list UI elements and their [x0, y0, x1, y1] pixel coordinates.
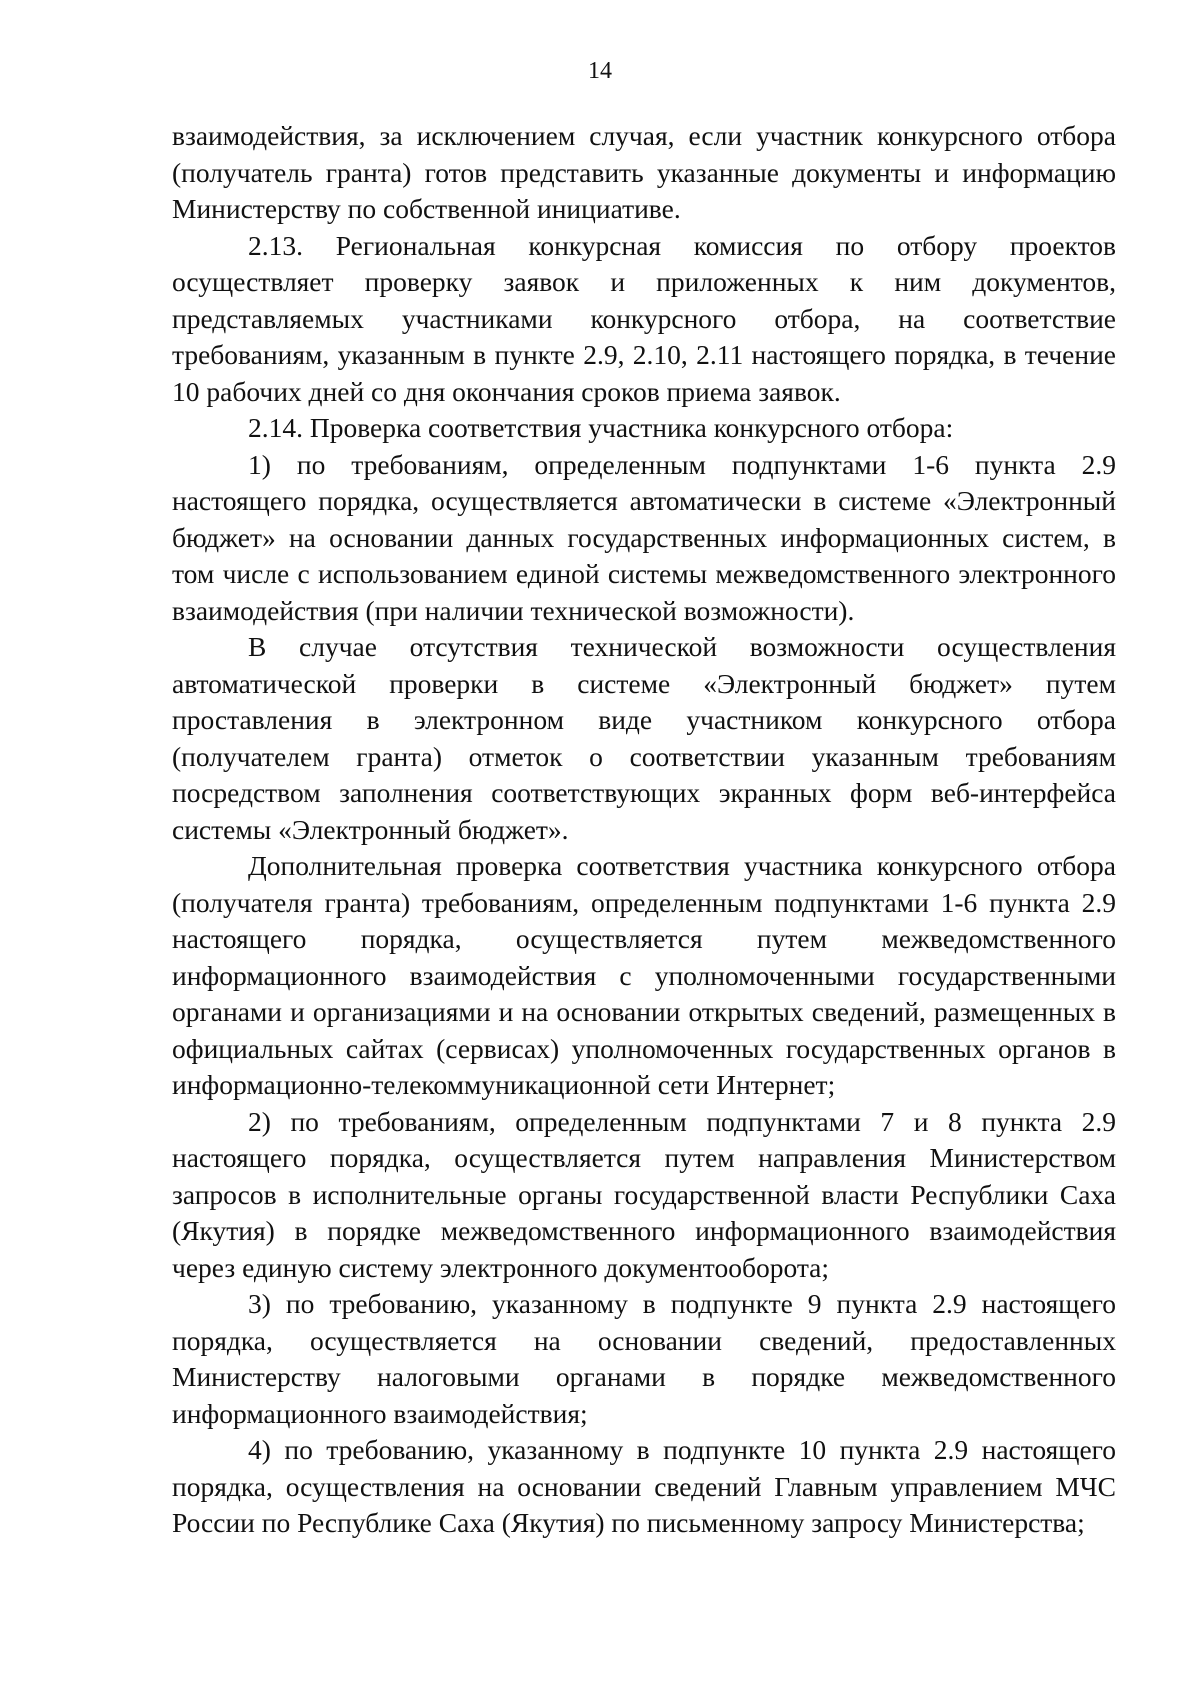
paragraph-item-3: 3) по требованию, указанному в подпункте 9 пункта 2.9 настоящего порядка, осуществляется на основании сведений, предоставленных Министерству налоговыми органами в порядке межведомственного информационного взаимодействия; — [172, 1288, 1116, 1429]
paragraph-2-13: 2.13. Региональная конкурсная комиссия по отбору проектов осуществляет проверку заявок и приложенных к ним документов, представляемых участниками конкурсного отбора, на соответствие требованиям, указанным в пункте 2.9, 2.10, 2.11 настоящего порядка, в течение 10 рабочих дней со дня окончания сроков приема заявок. — [172, 229, 1116, 407]
document-body — [172, 118, 1116, 1542]
paragraph-additional-check: Дополнительная проверка соответствия участника конкурсного отбора (получателя гранта) требованиям, определенным подпунктами 1-6 пункта 2.9 настоящего порядка, осуществляется путем межведомственного информационного взаимодействия с уполномоченными государственными органами и организациями и на основании открытых сведений, размещенных в официальных сайтах (сервисах) уполномоченных государственных органов в информационно-телекоммуникационной сети Интернет; — [172, 850, 1116, 1100]
page-number: 14 — [588, 58, 612, 84]
paragraph-no-technical-possibility: В случае отсутствия технической возможности осуществления автоматической проверки в системе «Электронный бюджет» путем проставления в электронном виде участником конкурсного отбора (получателем гранта) отметок о соответствии указанным требованиям посредством заполнения соответствующих экранных форм веб-интерфейса системы «Электронный бюджет». — [172, 631, 1116, 845]
paragraph-item-2: 2) по требованиям, определенным подпунктами 7 и 8 пункта 2.9 настоящего порядка, осуществляется путем направления Министерством запросов в исполнительные органы государственной власти Республики Саха (Якутия) в порядке межведомственного информационного взаимодействия через единую систему электронного документооборота; — [172, 1105, 1116, 1283]
paragraph-2-14: 2.14. Проверка соответствия участника конкурсного отбора: — [248, 412, 954, 443]
paragraph-item-1: 1) по требованиям, определенным подпунктами 1-6 пункта 2.9 настоящего порядка, осуществляется автоматически в системе «Электронный бюджет» на основании данных государственных информационных систем, в том числе с использованием единой системы межведомственного электронного взаимодействия (при наличии технической возможности). — [172, 448, 1116, 626]
paragraph-item-4: 4) по требованию, указанному в подпункте 10 пункта 2.9 настоящего порядка, осуществления на основании сведений Главным управлением МЧС России по Республике Саха (Якутия) по письменному запросу Министерства; — [172, 1434, 1116, 1538]
paragraph-continuation: взаимодействия, за исключением случая, если участник конкурсного отбора (получатель гранта) готов представить указанные документы и информацию Министерству по собственной инициативе. — [172, 120, 1116, 224]
